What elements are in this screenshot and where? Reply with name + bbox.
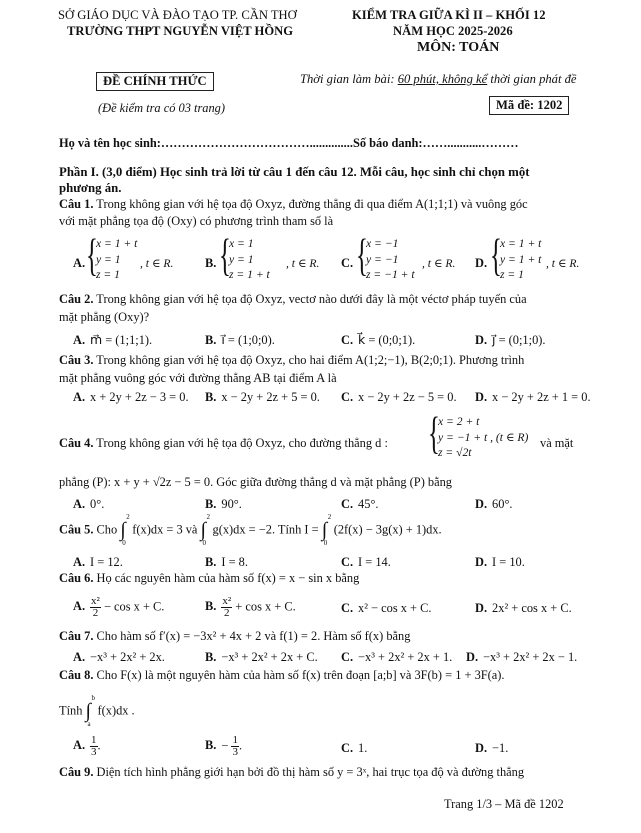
q3-number: Câu 3. (59, 353, 94, 367)
time-allowed (300, 72, 577, 87)
option-label: D. (475, 390, 488, 404)
q1-option-a-tail: , t ∈ R. (140, 257, 174, 270)
q8-number: Câu 8. (59, 668, 94, 682)
denominator: 3 (91, 746, 97, 758)
question-3 (59, 353, 524, 368)
option-label: B. (205, 738, 217, 753)
q3-option-b[interactable] (205, 390, 320, 405)
option-label: D. (466, 650, 479, 664)
q4-option-b[interactable] (205, 497, 242, 512)
q5-p2: và (182, 522, 201, 537)
q2-option-d[interactable] (475, 332, 546, 348)
question-8 (59, 668, 505, 683)
part1-title: Phần I. (3,0 điểm) Học sinh trả lời từ câu 1 đến câu 12. Mỗi câu, học sinh chỉ chọn một (59, 165, 530, 179)
upper-limit: 2 (327, 513, 332, 521)
numerator: 1 (232, 734, 238, 746)
upper-limit: 2 (126, 513, 130, 521)
q3-text: Trong không gian với hệ tọa độ Oxyz, cho hai điểm A(1;2;−1), B(2;0;1). Phương trình (93, 353, 525, 367)
numerator: x² (91, 595, 100, 607)
option-text: x² − cos x + C. (358, 601, 432, 615)
option-label: C. (341, 333, 354, 347)
student-info-line: Họ và tên học sinh:………………………………..............Số báo danh:……...........……… (59, 136, 519, 150)
official-badge: ĐỀ CHÍNH THỨC (96, 72, 214, 91)
time-value: 60 phút, không kể (397, 72, 488, 86)
option-text: m⃗ = (1;1;1). (90, 333, 153, 347)
denominator: 2 (92, 607, 99, 619)
q5-p1: Cho (93, 522, 121, 537)
option-label: B. (205, 333, 217, 347)
question-1 (59, 197, 528, 212)
q4-row3: z = √2t (438, 446, 472, 459)
option-text: 60°. (492, 497, 513, 511)
q1-d-row3: z = 1 (500, 268, 524, 281)
q8-option-c[interactable] (341, 741, 367, 756)
q4-number: Câu 4. (59, 436, 94, 450)
q1-a-row3: z = 1 (96, 268, 120, 281)
option-text: −1. (492, 741, 509, 755)
q4-option-d[interactable] (475, 497, 513, 512)
q4-row2: y = −1 + t , (t ∈ R) (438, 430, 529, 444)
pages-note: (Đề kiểm tra có 03 trang) (98, 101, 225, 115)
option-text: −x³ + 2x² + 2x + C. (221, 650, 318, 664)
option-label: D. (475, 555, 488, 569)
fraction (231, 735, 239, 758)
part1-title-cont: phương án. (59, 181, 122, 195)
q2-option-c[interactable] (341, 332, 415, 348)
option-text: 1. (358, 741, 368, 755)
option-text: k⃗ = (0;0;1). (358, 333, 416, 347)
option-label: A. (73, 256, 86, 270)
option-label: C. (341, 650, 354, 664)
q1-option-b-system[interactable] (219, 230, 289, 286)
q2-number: Câu 2. (59, 292, 94, 306)
q5-i2: g(x)dx = −2 (212, 522, 272, 537)
option-text: x − 2y + 2z + 1 = 0. (492, 390, 591, 404)
question-7 (59, 629, 410, 644)
q7-option-c[interactable] (341, 650, 452, 665)
q4-row1: x = 2 + t (438, 415, 480, 428)
option-text: − cos x + C. (103, 599, 165, 614)
q7-option-d[interactable] (466, 650, 577, 665)
option-label: C. (341, 497, 354, 511)
integral-symbol: ∫ 2 0 (120, 513, 130, 547)
option-label: D. (475, 497, 488, 511)
q3-option-c[interactable] (341, 390, 457, 405)
q5-option-a[interactable] (73, 555, 123, 570)
option-text: + cos x + C. (235, 599, 296, 614)
q8-prefix: Tính (59, 703, 86, 718)
option-label: B. (205, 555, 217, 569)
q5-option-b[interactable] (205, 555, 248, 570)
q1-b-row1: x = 1 (229, 237, 254, 250)
q1-a-row2: y = 1 (96, 252, 121, 266)
option-label: C. (341, 601, 354, 615)
option-label: B. (205, 390, 217, 404)
q5-option-d[interactable] (475, 555, 525, 570)
option-text: j⃗ = (0;1;0). (492, 333, 546, 347)
option-label: A. (73, 555, 86, 569)
q1-option-d-tail: , t ∈ R. (546, 257, 580, 270)
q5-i3: (2f(x) − 3g(x) + 1)dx (333, 522, 439, 537)
q6-option-b[interactable] (205, 596, 296, 619)
brace-symbol: { (490, 230, 502, 280)
time-suffix: thời gian phát đề (487, 72, 577, 86)
q2-option-b[interactable] (205, 332, 275, 348)
denominator: 3 (232, 746, 238, 758)
q7-text: Cho hàm số f′(x) = −3x² + 4x + 2 và f(1) = 2. Hàm số f(x) bằng (93, 629, 411, 643)
q6-option-c[interactable] (341, 601, 432, 616)
question-6 (59, 571, 359, 586)
subject-title: MÔN: TOÁN (417, 40, 500, 55)
q8-option-d[interactable] (475, 741, 508, 756)
q8-text: Cho F(x) là một nguyên hàm của hàm số f(x) trên đoạn [a;b] và 3F(b) = 1 + 3F(a). (93, 668, 505, 682)
numerator: x² (222, 595, 232, 607)
option-label: A. (73, 599, 86, 614)
integral-symbol: ∫ b a (85, 694, 95, 728)
option-label: A. (73, 333, 86, 347)
numerator: 1 (91, 734, 97, 746)
option-text: −x³ + 2x² + 2x + 1. (358, 650, 453, 664)
option-label: B. (205, 256, 217, 270)
school-year: NĂM HỌC 2025-2026 (393, 24, 513, 38)
q8-option-a[interactable]: A. $\frac{1}{3}$ . (73, 734, 101, 758)
q1-d-row2: y = 1 + t (500, 252, 542, 266)
question-2 (59, 292, 527, 307)
exam-code: Mã đề: 1202 (489, 96, 569, 115)
option-text: I = 12. (90, 555, 123, 569)
q1-text-cont: với mặt phẳng tọa độ (Oxy) có phương trình tham số là (59, 214, 334, 228)
q1-option-c-tail: , t ∈ R. (422, 257, 456, 270)
option-label: C. (341, 256, 354, 270)
lower-limit: a (87, 720, 91, 728)
q6-option-d[interactable] (475, 601, 572, 616)
option-text: I = 14. (358, 555, 391, 569)
q1-b-row2: y = 1 (229, 252, 254, 266)
time-prefix: Thời gian làm bài: (300, 72, 398, 86)
q1-a-row1: x = 1 + t (96, 237, 138, 250)
q1-option-b-tail: , t ∈ R. (286, 257, 320, 270)
q6-number: Câu 6. (59, 571, 94, 585)
q1-c-row1: x = −1 (366, 237, 399, 250)
q5-number: Câu 5. (59, 522, 94, 537)
school-name: TRƯỜNG THPT NGUYỄN VIỆT HỒNG (67, 24, 294, 38)
q1-c-row2: y = −1 (366, 252, 399, 266)
option-label: D. (475, 333, 488, 347)
page-footer: Trang 1/3 – Mã đề 1202 (444, 797, 564, 811)
brace-symbol: { (219, 230, 231, 280)
q4-option-c[interactable] (341, 497, 379, 512)
q1-b-row3: z = 1 + t (229, 268, 270, 281)
question-4 (59, 436, 388, 451)
question-5: Câu 5. Cho ∫ 2 0 f(x)dx = 3 và ∫ 2 0 g(x)dx = −2. Tính I = ∫ 2 0 (2f(x) − 3g(x) + 1)dx. (59, 513, 442, 547)
option-text: 45°. (358, 497, 379, 511)
q9-number: Câu 9. (59, 765, 94, 779)
option-text: I = 8. (221, 555, 248, 569)
q4-tail: và mặt (540, 436, 574, 450)
q9-text: Diện tích hình phẳng giới hạn bởi đồ thị hàm số y = 3ˣ, hai trục tọa độ và đường thẳng (93, 765, 525, 779)
q2-option-a[interactable] (73, 332, 152, 348)
question-9 (59, 765, 524, 780)
q1-number: Câu 1. (59, 197, 94, 211)
upper-limit: 2 (206, 513, 211, 521)
option-text: 90°. (221, 497, 242, 511)
q2-text-cont: mặt phẳng (Oxy)? (59, 310, 150, 324)
fraction (90, 596, 101, 619)
q1-text: Trong không gian với hệ tọa độ Oxyz, đường thẳng đi qua điểm A(1;1;1) và vuông góc (93, 197, 528, 211)
integral-symbol: ∫ 2 0 (200, 513, 211, 547)
option-label: C. (341, 741, 354, 755)
option-label: D. (475, 601, 488, 615)
option-text: x − 2y + 2z − 5 = 0. (358, 390, 457, 404)
option-label: A. (73, 390, 86, 404)
lower-limit: 0 (323, 539, 328, 547)
q4-text-cont: phẳng (P): x + y + √2z − 5 = 0. Góc giữa đường thẳng d và mặt phẳng (P) bằng (59, 475, 453, 489)
option-text: x + 2y + 2z − 3 = 0. (90, 390, 189, 404)
q7-option-a[interactable] (73, 650, 165, 665)
option-label: D. (475, 256, 488, 270)
q7-option-b[interactable] (205, 650, 318, 665)
brace-symbol: { (86, 230, 98, 280)
q1-c-row3: z = −1 + t (366, 268, 415, 281)
option-label: A. (73, 650, 86, 664)
q3-option-d[interactable] (475, 390, 591, 405)
q6-option-a[interactable] (73, 596, 164, 619)
option-label: A. (73, 738, 86, 753)
q1-d-row1: x = 1 + t (500, 237, 542, 250)
exam-title: KIỂM TRA GIỮA KÌ II – KHỐI 12 (352, 8, 546, 22)
option-text: i⃗ = (1;0;0). (221, 333, 275, 347)
denominator: 2 (224, 607, 230, 619)
fraction (221, 596, 232, 619)
q4-option-a[interactable] (73, 497, 104, 512)
option-label: C. (341, 390, 354, 404)
lower-limit: 0 (122, 539, 126, 547)
option-label: B. (205, 599, 217, 614)
q8-integrand: f(x)dx . (97, 703, 135, 718)
q5-p3: . Tính I = (271, 522, 322, 537)
option-label: B. (205, 650, 217, 664)
department-name: SỞ GIÁO DỤC VÀ ĐÀO TẠO TP. CẦN THƠ (58, 8, 297, 22)
brace-symbol: { (428, 408, 440, 458)
option-label: C. (341, 555, 354, 569)
lower-limit: 0 (202, 539, 207, 547)
q8-text-cont (59, 694, 135, 728)
option-text: I = 10. (492, 555, 525, 569)
option-text: 2x² + cos x + C. (492, 601, 572, 615)
q2-text: Trong không gian với hệ tọa độ Oxyz, vectơ nào dưới đây là một véctơ pháp tuyến của (93, 292, 527, 306)
q3-text-cont: mặt phẳng vuông góc với đường thẳng AB tại điểm A là (59, 371, 337, 385)
q4-line-system (428, 408, 538, 466)
minus-sign: − (221, 738, 229, 753)
integral-symbol: ∫ 2 0 (321, 513, 332, 547)
q3-option-a[interactable] (73, 390, 189, 405)
fraction (90, 735, 98, 758)
upper-limit: b (91, 694, 95, 702)
q6-text: Họ các nguyên hàm của hàm số f(x) = x − sin x bằng (93, 571, 360, 585)
q8-option-b[interactable]: B. − $\frac{1}{3}$ . (205, 734, 243, 758)
brace-symbol: { (356, 230, 368, 280)
option-text: −x³ + 2x² + 2x − 1. (483, 650, 578, 664)
option-text: −x³ + 2x² + 2x. (90, 650, 165, 664)
q5-option-c[interactable] (341, 555, 391, 570)
q4-text: Trong không gian với hệ tọa độ Oxyz, cho đường thẳng d : (93, 436, 388, 450)
q7-number: Câu 7. (59, 629, 94, 643)
option-label: A. (73, 497, 86, 511)
option-label: D. (475, 741, 488, 755)
option-label: B. (205, 497, 217, 511)
option-text: 0°. (90, 497, 105, 511)
q5-i1: f(x)dx = 3 (132, 522, 183, 537)
option-text: x − 2y + 2z + 5 = 0. (221, 390, 320, 404)
